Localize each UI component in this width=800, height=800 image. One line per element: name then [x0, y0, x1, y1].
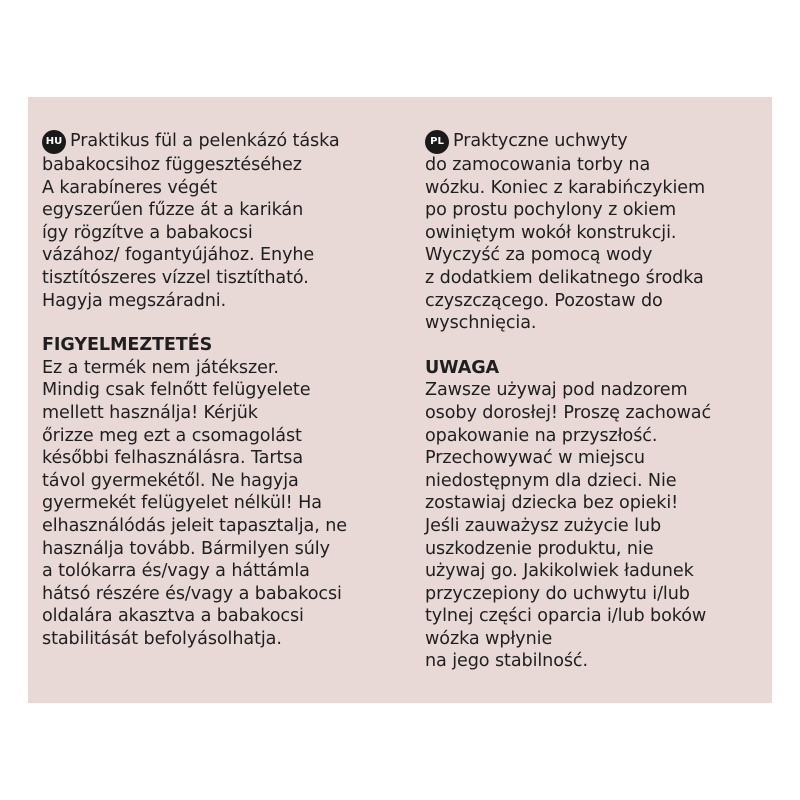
pl-intro-line: do zamocowania torby na — [425, 155, 651, 175]
pl-warning-line: uszkodzenie produktu, nie — [425, 538, 654, 559]
hu-intro-line: babakocsihoz függesztéséhez — [42, 155, 302, 175]
hu-intro-line: tisztítószeres vízzel tisztítható. — [42, 267, 309, 288]
pl-intro-line: po prostu pochylony z okiem — [425, 200, 677, 221]
pl-intro-line: wózku. Koniec z karabińczykiem — [425, 177, 705, 198]
pl-intro-line: owiniętym wokół konstrukcji. — [425, 222, 677, 243]
pl-warning-line: Zawsze używaj pod nadzorem — [425, 380, 688, 401]
pl-warning-line: osoby dorosłej! Proszę zachować — [425, 402, 712, 423]
pl-warning-line: na jego stabilność. — [425, 651, 588, 672]
hu-intro-line: vázához/ fogantyújához. Enyhe — [42, 245, 315, 266]
hu-warning-line: őrizze meg ezt a csomagolást — [42, 425, 302, 446]
pl-warning-heading: UWAGA — [425, 357, 500, 378]
hu-warning-line: gyermekét felügyelet nélkül! Ha — [42, 493, 322, 514]
pl-warning-line: używaj go. Jakikolwiek ładunek — [425, 561, 694, 582]
hu-intro-line: Hagyja megszáradni. — [42, 290, 227, 311]
pl-intro-line: PL Praktyczne uchwyty — [425, 130, 711, 154]
pl-language-badge: PL — [425, 130, 449, 154]
hu-warning-line: a tolókarra és/vagy a háttámla — [42, 561, 310, 582]
hu-warning-line: későbbi felhasználásra. Tartsa — [42, 448, 304, 469]
hungarian-column — [42, 130, 347, 650]
hu-language-badge: HU — [42, 130, 66, 154]
polish-column — [425, 130, 711, 673]
pl-warning-line: przyczepiony do uchwytu i/lub — [425, 583, 690, 604]
hu-warning-line: Ez a termék nem játékszer. — [42, 357, 279, 378]
hu-intro-line: így rögzítve a babakocsi — [42, 222, 253, 243]
pl-warning-line: opakowanie na przyszłość. — [425, 425, 658, 446]
hu-intro-line: egyszerűen fűzze át a karikán — [42, 200, 304, 221]
hu-warning-line: Mindig csak felnőtt felügyelete — [42, 380, 311, 401]
hu-warning-line: mellett használja! Kérjük — [42, 402, 258, 423]
pl-intro-line: wyschnięcia. — [425, 313, 537, 334]
pl-intro-line: czyszczącego. Pozostaw do — [425, 290, 663, 311]
pl-warning-line: niedostępnym dla dzieci. Nie — [425, 470, 677, 491]
pl-intro-line: Wyczyść za pomocą wody — [425, 245, 653, 266]
hu-warning-line: oldalára akasztva a babakocsi — [42, 606, 304, 627]
hu-warning-line: használja tovább. Bármilyen súly — [42, 538, 330, 559]
pl-intro-line: z dodatkiem delikatnego środka — [425, 267, 704, 288]
hu-warning-line: távol gyermekétől. Ne hagyja — [42, 470, 299, 491]
pl-warning-line: Przechowywać w miejscu — [425, 448, 645, 469]
hu-warning-heading: FIGYELMEZTETÉS — [42, 335, 213, 356]
hu-intro-line: HU Praktikus fül a pelenkázó táska — [42, 130, 347, 154]
instruction-panel — [28, 97, 772, 703]
pl-warning-line: Jeśli zauważysz zużycie lub — [425, 515, 662, 536]
pl-warning-line: zostawiaj dziecka bez opieki! — [425, 493, 679, 514]
hu-warning-line: elhasználódás jeleit tapasztalja, ne — [42, 515, 347, 536]
pl-warning-line: wózka wpłynie — [425, 628, 553, 649]
hu-intro-line: A karabíneres végét — [42, 177, 217, 198]
pl-warning-line: tylnej części oparcia i/lub boków — [425, 606, 707, 627]
hu-warning-line: stabilitását befolyásolhatja. — [42, 628, 282, 649]
hu-warning-line: hátsó részére és/vagy a babakocsi — [42, 583, 342, 604]
